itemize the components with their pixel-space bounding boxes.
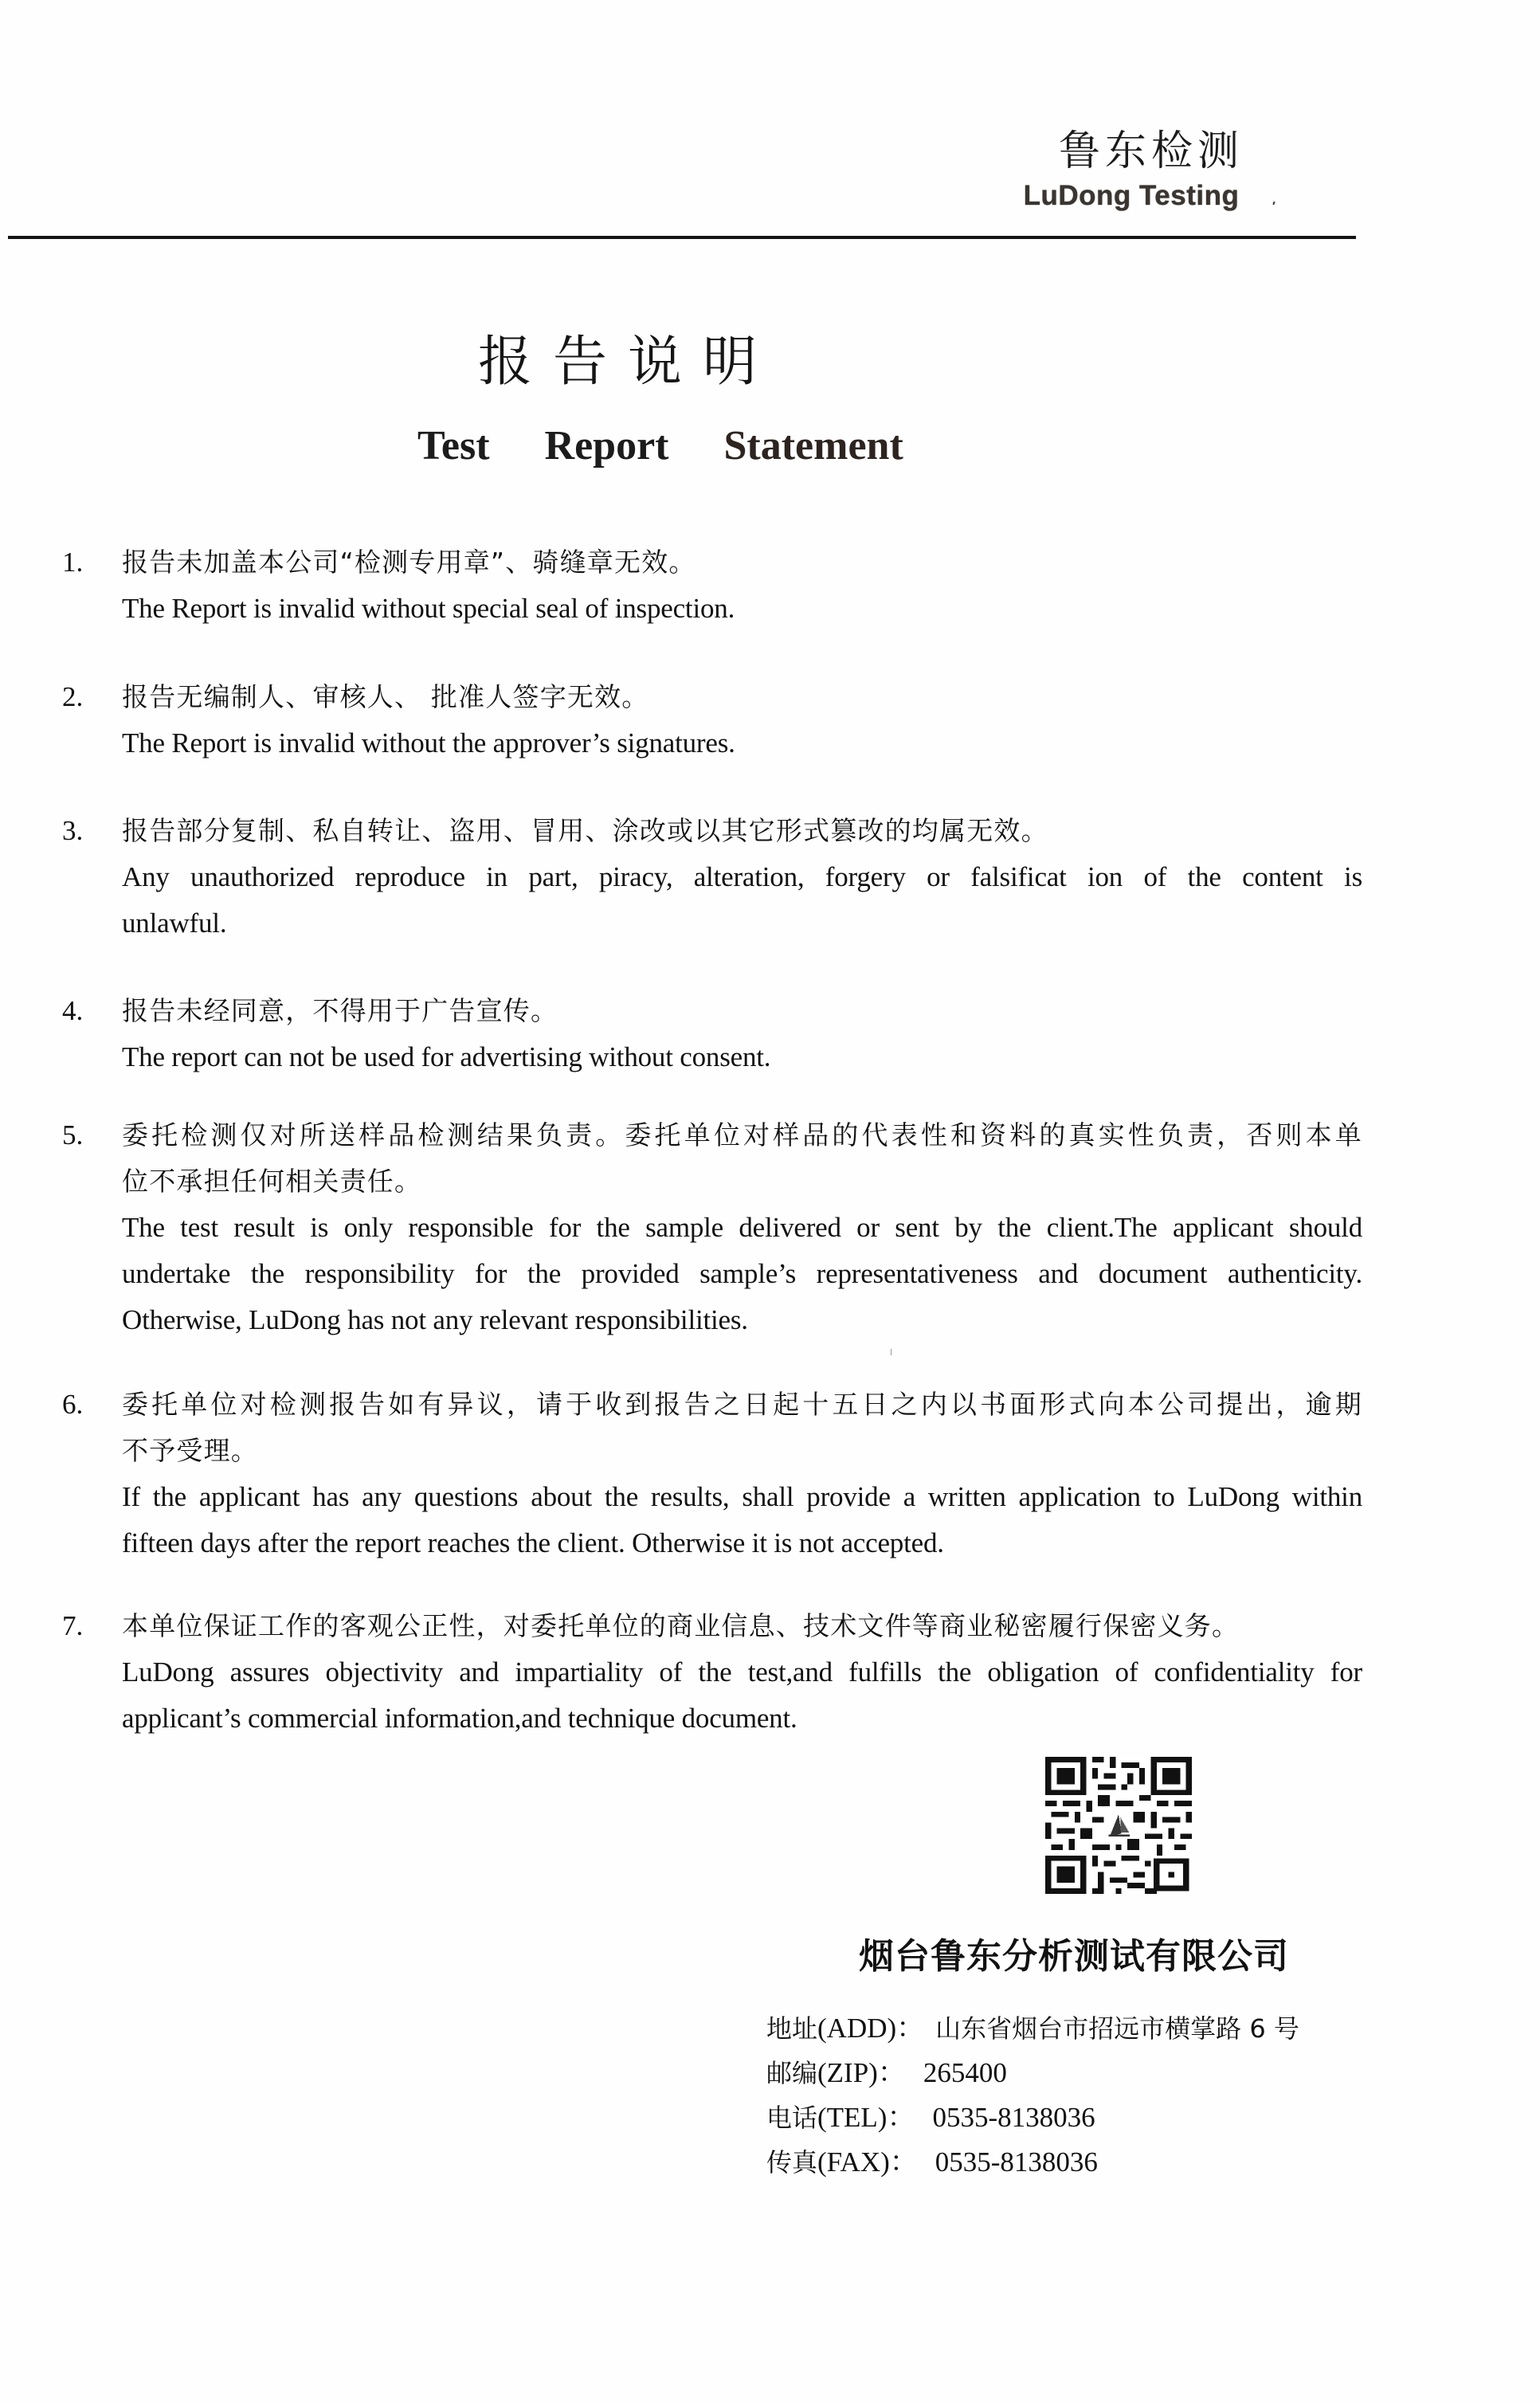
contact-value: 265400 (923, 2057, 1007, 2088)
brand-name-cn: 鲁东检测 (1058, 127, 1244, 175)
statement-body (122, 988, 1362, 1080)
statement-text-en: applicant’s commercial information,and technique document. (122, 1703, 797, 1734)
page-title-en (417, 421, 975, 472)
statement-body (122, 808, 1362, 947)
statement-number: 3. (62, 815, 84, 846)
statement-text-en: LuDong assures objectivity and impartiality of the test,and fulfills the obligation of confidentiality for (122, 1656, 1362, 1688)
statement-text-cn: 位不承担任何相关责任。 (122, 1166, 422, 1197)
contact-zip (766, 2051, 1372, 2095)
contact-phone (766, 2095, 1372, 2140)
statement-text-cn: 报告无编制人、审核人、 批准人签字无效。 (122, 681, 649, 712)
statement-text-en: The test result is only responsible for the sample delivered or sent by the client.The applicant should (122, 1212, 1362, 1243)
statement-number: 5. (62, 1119, 84, 1151)
page-title-cn: 报告说明 (478, 331, 778, 394)
title-word: Statement (723, 423, 903, 468)
statement-number: 4. (62, 995, 84, 1026)
contact-label: 邮编(ZIP)： (766, 2057, 906, 2088)
statement-number: 7. (62, 1610, 84, 1641)
contact-value: 0535-8138036 (935, 2146, 1098, 2178)
statement-text-cn: 不予受理。 (122, 1435, 258, 1466)
statement-body (122, 1112, 1362, 1343)
brand-name-en: LuDong Testing (1023, 180, 1240, 211)
statement-number: 2. (62, 681, 84, 712)
contact-label: 传真(FAX)： (766, 2146, 918, 2178)
statement-text-en: Any unauthorized reproduce in part, piracy, alteration, forgery or falsificat ion of the content is (122, 861, 1362, 892)
statement-text-cn: 报告未经同意，不得用于广告宣传。 (122, 995, 558, 1026)
contact-value: 山东省烟台市招远市横掌路 6 号 (935, 2013, 1299, 2044)
contact-label: 地址(ADD)： (766, 2013, 925, 2044)
statement-text-cn: 委托单位对检测报告如有异议，请于收到报告之日起十五日之内以书面形式向本公司提出，逾期 (122, 1389, 1362, 1420)
contact-address (766, 2006, 1372, 2051)
statement-text-en: The report can not be used for advertising without consent. (122, 1041, 771, 1072)
contact-fax (766, 2140, 1372, 2185)
statement-text-en: The Report is invalid without the approver’s signatures. (122, 727, 735, 759)
contact-value: 0535-8138036 (932, 2102, 1095, 2133)
statement-body (122, 1603, 1362, 1742)
statement-body (122, 539, 1362, 632)
statement-text-cn: 委托检测仅对所送样品检测结果负责。委托单位对样品的代表性和资料的真实性负责，否则本单 (122, 1119, 1362, 1151)
statement-body (122, 1382, 1362, 1566)
statement-text-en: If the applicant has any questions about the results, shall provide a written application to LuDong within (122, 1481, 1362, 1512)
title-word: Test (417, 423, 490, 468)
header-divider (8, 236, 1356, 239)
title-word: Report (544, 423, 669, 468)
statement-text-en: unlawful. (122, 907, 227, 939)
stray-dot (1272, 202, 1275, 205)
brand-logo (988, 127, 1275, 214)
contact-label: 电话(TEL)： (766, 2102, 915, 2133)
statement-text-en: undertake the responsibility for the provided sample’s representativeness and document authenticity. (122, 1258, 1362, 1289)
statement-text-en: The Report is invalid without special seal of inspection. (122, 593, 735, 624)
contact-info (766, 2006, 1372, 2185)
qr-code-icon (1045, 1757, 1192, 1894)
statement-text-en: fifteen days after the report reaches the client. Otherwise it is not accepted. (122, 1527, 944, 1558)
statement-body (122, 674, 1362, 766)
statement-text-en: Otherwise, LuDong has not any relevant responsibilities. (122, 1304, 748, 1335)
statement-text-cn: 报告部分复制、私自转让、盗用、冒用、涂改或以其它形式篡改的均属无效。 (122, 815, 1048, 846)
statement-number: 1. (62, 547, 84, 578)
statement-text-cn: 本单位保证工作的客观公正性，对委托单位的商业信息、技术文件等商业秘密履行保密义务。 (122, 1610, 1240, 1641)
company-name: 烟台鲁东分析测试有限公司 (859, 1936, 1289, 1977)
statement-text-cn: 报告未加盖本公司“检测专用章”、骑缝章无效。 (122, 547, 696, 578)
statement-number: 6. (62, 1389, 84, 1420)
